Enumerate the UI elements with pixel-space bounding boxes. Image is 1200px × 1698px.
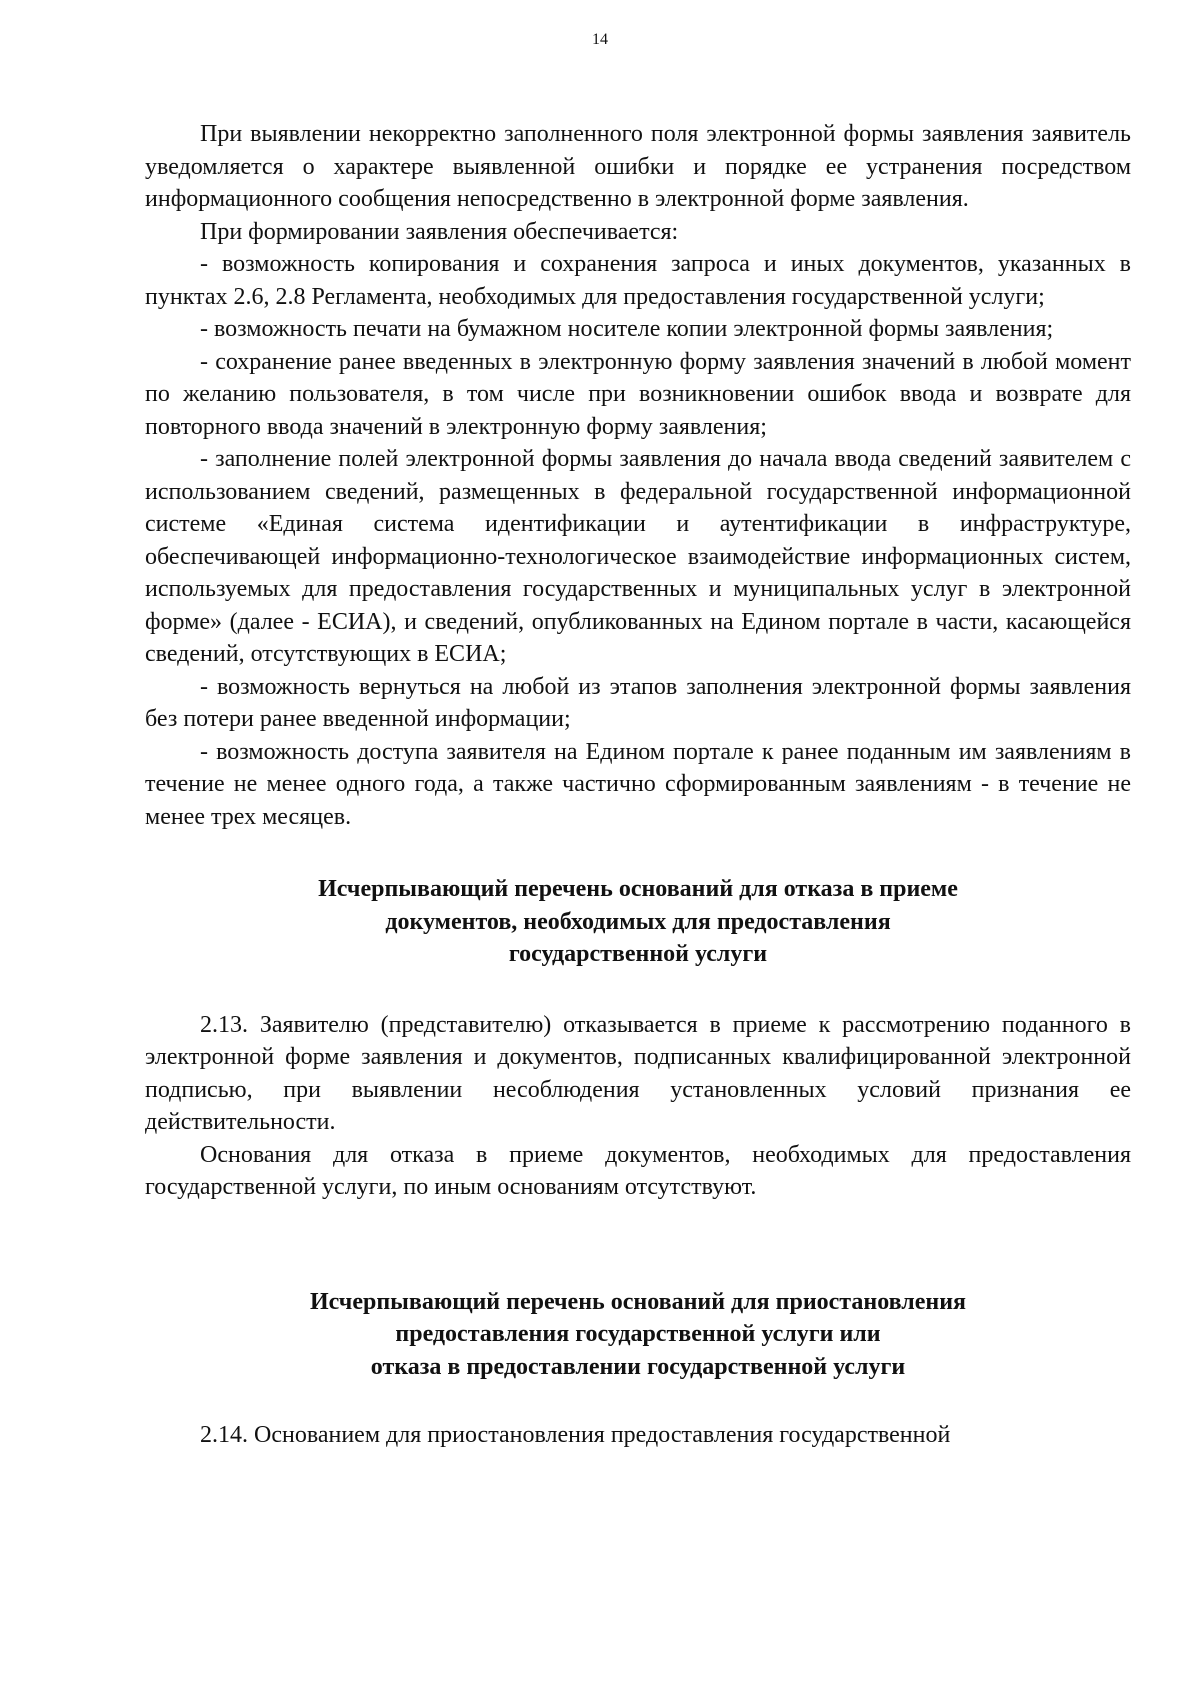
heading-line: государственной услуги: [508, 941, 768, 967]
list-item-prefill-esia: - заполнение полей электронной формы заявления до начала ввода сведений заявителем с использованием сведений, размещенных в федеральной государственной информационной системе «Единая система идентификации и аутентификации в инфраструктуре, обеспечивающей информационно-технологическое взаимодействие информационных систем, используемых для предоставления государственных и муниципальных услуг в электронной форме» (далее - ЕСИА), и сведений, опубликованных на Едином портале в части, касающейся сведений, отсутствующих в ЕСИА;: [145, 446, 1131, 667]
list-item-access-applications: - возможность доступа заявителя на Едином портале к ранее поданным им заявлениям в течение не менее одного года, а также частично сформированным заявлениям - в течение не менее трех месяцев.: [145, 738, 1131, 830]
paragraph-error-notice: При выявлении некорректно заполненного поля электронной формы заявления заявитель уведомляется о характере выявленной ошибки и порядке ее устранения посредством информационного сообщения непосредственно в электронной форме заявления.: [145, 121, 1131, 212]
page-number: 14: [592, 31, 608, 48]
heading-line: отказа в предоставлении государственной услуги: [370, 1353, 906, 1380]
paragraph-no-other-grounds: Основания для отказа в приеме документов, необходимых для предоставления государственной услуги, по иным основаниям отсутствуют.: [145, 1141, 1131, 1200]
heading-line: Исчерпывающий перечень оснований для отказа в приеме: [318, 876, 958, 902]
paragraph-form-provides: При формировании заявления обеспечивается:: [200, 218, 679, 245]
heading-line: документов, необходимых для предоставления: [385, 908, 891, 935]
list-item-copy-save: - возможность копирования и сохранения запроса и иных документов, указанных в пунктах 2.6, 2.8 Регламента, необходимых для предоставления государственной услуги;: [145, 251, 1131, 310]
list-item-print: - возможность печати на бумажном носителе копии электронной формы заявления;: [200, 316, 1054, 342]
heading-line: Исчерпывающий перечень оснований для приостановления: [309, 1288, 967, 1315]
heading-line: предоставления государственной услуги или: [395, 1321, 881, 1347]
paragraph-2-14: 2.14. Основанием для приостановления предоставления государственной: [200, 1422, 951, 1448]
list-item-save-values: - сохранение ранее введенных в электронную форму заявления значений в любой момент по желанию пользователя, в том числе при возникновении ошибок ввода и возврате для повторного ввода значений в электронную форму заявления;: [145, 348, 1131, 440]
document-body: [145, 118, 1131, 1452]
list-item-return-step: - возможность вернуться на любой из этапов заполнения электронной формы заявления без потери ранее введенной информации;: [145, 673, 1131, 732]
section-heading-suspension-refusal: [145, 1286, 1131, 1384]
paragraph-2-13: 2.13. Заявителю (представителю) отказывается в приеме к рассмотрению поданного в электронной форме заявления и документов, подписанных квалифицированной электронной подписью, при выявлении несоблюдения установленных условий признания ее действительности.: [145, 1011, 1131, 1135]
section-heading-refusal-reception: [145, 873, 1131, 971]
